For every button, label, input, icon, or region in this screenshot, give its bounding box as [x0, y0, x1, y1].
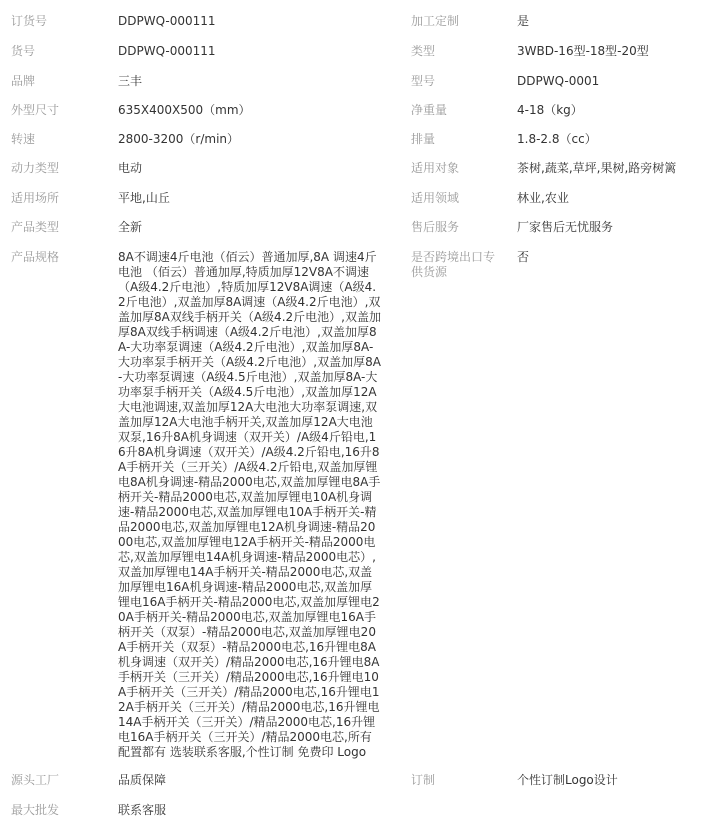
spec-label: 加工定制 [411, 14, 460, 28]
spec-label: 转速 [11, 132, 36, 146]
spec-value: 3WBD-16型-18型-20型 [517, 44, 649, 58]
spec-value: 是 [517, 14, 530, 28]
spec-label: 订货号 [11, 14, 48, 28]
spec-label: 适用对象 [411, 161, 460, 175]
spec-label: 外型尺寸 [11, 103, 60, 117]
spec-label: 订制 [411, 773, 436, 787]
spec-value: 品质保障 [118, 773, 167, 787]
spec-label: 适用场所 [11, 191, 60, 205]
spec-value: 厂家售后无忧服务 [517, 220, 614, 234]
spec-value: 林业,农业 [517, 191, 569, 205]
spec-label: 产品规格 [11, 250, 60, 264]
spec-value: 2800-3200（r/min） [118, 132, 240, 146]
spec-value: 4-18（kg） [517, 103, 583, 117]
spec-value: 平地,山丘 [118, 191, 170, 205]
spec-label: 适用领域 [411, 191, 460, 205]
spec-value: 茶树,蔬菜,草坪,果树,路旁树篱 [517, 161, 677, 175]
spec-label: 源头工厂 [11, 773, 60, 787]
spec-value: 1.8-2.8（cc） [517, 132, 597, 146]
spec-label: 动力类型 [11, 161, 60, 175]
spec-value-long: 8A不调速4斤电池（佰云）普通加厚,8A 调速4斤电池 （佰云）普通加厚,特质加厚12V8A不调速（A级4.2斤电池）,特质加厚12V8A调速（A级4.2斤电池）,双盖加厚8A调速（A级4.2斤电池）,双盖加厚8A双线手柄开关（A级4.2斤电池）,双盖加厚8A双线手柄调速（A级4.2斤电池）,双盖加厚8A-大功率泵调速（A级4.2斤电池）,双盖加厚8A-大功率泵手柄开关（A级4.2斤电池）,双盖加厚8A-大功率泵调速（A级4.5斤电池）,双盖加厚8A-大功率泵手柄开关（A级4.5斤电池）,双盖加厚12A大电池调速,双盖加厚12A大电池大功率泵调速,双盖加厚12A大电池手柄开关,双盖加厚12A大电池双泵,16升8A机身调速（双开关）/A级4斤铅电,16升8A机身调速（双开关）/A级4.2斤铅电,16升8A手柄开关（三开关）/A级4.2斤铅电,双盖加厚锂电8A机身调速-精品2000电芯,双盖加厚锂电8A手柄开关-精品2000电芯,双盖加厚锂电10A机身调速-精品2000电芯,双盖加厚锂电10A手柄开关-精品2000电芯,双盖加厚锂电12A机身调速-精品2000电芯,双盖加厚锂电12A手柄开关-精品2000电芯,双盖加厚锂电14A机身调速-精品2000电芯）,双盖加厚锂电14A手柄开关-精品2000电芯,双盖加厚锂电16A机身调速-精品2000电芯,双盖加厚锂电16A手柄开关-精品2000电芯,双盖加厚锂电20A手柄开关-精品2000电芯,双盖加厚锂电16A手柄开关（双泵）-精品2000电芯,双盖加厚锂电20A手柄开关（双泵）-精品2000电芯,16升锂电8A机身调速（双开关）/精品2000电芯,16升锂电8A手柄开关（三开关）/精品2000电芯,16升锂电10A手柄开关（三开关）/精品2000电芯,16升锂电12A手柄开关（三开关）/精品2000电芯,16升锂电14A手柄开关（三开关）/精品2000电芯,16升锂电16A手柄开关（三开关）/精品2000电芯,所有配置都有 选装联系客服,个性订制 免费印 Logo [118, 250, 381, 759]
spec-label: 货号 [11, 44, 36, 58]
spec-value: 三丰 [118, 74, 143, 88]
spec-label: 净重量 [411, 103, 448, 117]
spec-label: 排量 [411, 132, 436, 146]
spec-label: 类型 [411, 44, 436, 58]
spec-label: 产品类型 [11, 220, 60, 234]
spec-value: DDPWQ-0001 [517, 74, 600, 88]
spec-value: DDPWQ-000111 [118, 14, 216, 28]
spec-value: 635X400X500（mm） [118, 103, 251, 117]
spec-label: 是否跨境出口专供货源 [411, 250, 496, 279]
spec-value: 全新 [118, 220, 143, 234]
spec-label: 品牌 [11, 74, 36, 88]
spec-value: 否 [517, 250, 530, 264]
spec-label: 最大批发 [11, 803, 60, 817]
spec-label: 型号 [411, 74, 436, 88]
spec-value: 联系客服 [118, 803, 167, 817]
spec-label: 售后服务 [411, 220, 460, 234]
spec-value: 个性订制Logo设计 [517, 773, 618, 787]
spec-value: 电动 [118, 161, 143, 175]
spec-value: DDPWQ-000111 [118, 44, 216, 58]
